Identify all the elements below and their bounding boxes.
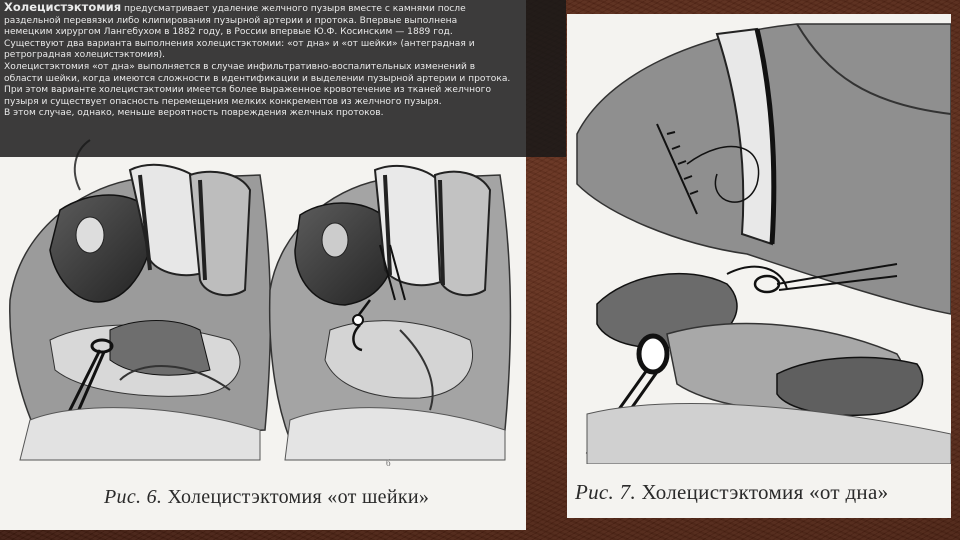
text-line: Холецистэктомия «от дна» выполняется в случае инфильтративно-воспалительных изменений в xyxy=(4,61,476,72)
figure-6-caption xyxy=(104,486,429,509)
text-line-1-rest: предусматривает удаление желчного пузыря вместе с камнями после xyxy=(121,4,466,14)
panel-b-drawing xyxy=(270,166,511,460)
description-text-panel xyxy=(0,0,566,157)
figure-6-title: Холецистэктомия «от шейки» xyxy=(162,486,430,508)
figure-6-subpanel-letter: б xyxy=(386,458,391,468)
text-line: Существуют два варианта выполнения холецистэктомии: «от дна» и «от шейки» (антеградная и xyxy=(4,38,475,49)
figure-7-number: Рис. 7. xyxy=(575,480,636,504)
text-line: пузыря и существует опасность перемещения мелких конкрементов из желчного пузыря. xyxy=(4,96,442,107)
figure-6-number: Рис. 6. xyxy=(104,486,163,508)
figure-7-illustration xyxy=(567,14,951,518)
fundus-drawing xyxy=(577,24,951,464)
text-line: При этом варианте холецистэктомии имеется более выраженное кровотечение из тканей желчного xyxy=(4,85,492,96)
figure-7-title: Холецистэктомия «от дна» xyxy=(636,480,889,504)
term-heading: Холецистэктомия xyxy=(4,0,122,14)
figure-7-caption xyxy=(575,480,888,505)
text-line: раздельной перевязки либо клипирования пузырной артерии и протока. Впервые выполнена xyxy=(4,15,458,26)
panel-a-drawing xyxy=(10,140,271,460)
text-line-1 xyxy=(4,2,562,16)
text-line: немецким хирургом Лангебухом в 1882 году, в России впервые Ю.Ф. Косинским — 1889 год. xyxy=(4,27,453,38)
text-line: области шейки, когда имеются сложности в идентификации и выделении пузырной артерии и протока. xyxy=(4,73,511,84)
text-line: В этом случае, однако, меньше вероятность повреждения желчных протоков. xyxy=(4,108,384,119)
text-line: ретроградная холецистэктомия). xyxy=(4,50,166,61)
surgical-illustration-fundus xyxy=(567,14,951,464)
